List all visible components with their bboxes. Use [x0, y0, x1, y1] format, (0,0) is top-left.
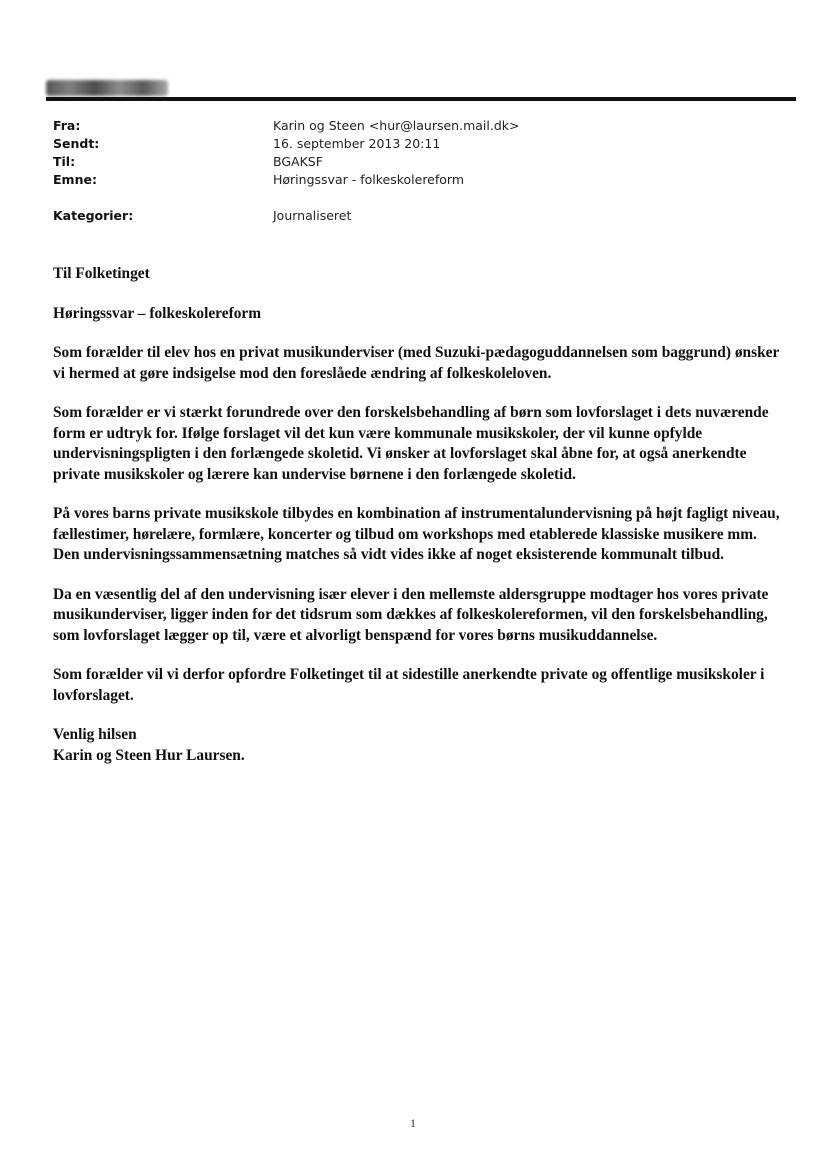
letter-paragraph: Da en væsentlig del af den undervisning især elever i den mellemste aldersgruppe modtager hos vores private musikunderviser, ligger inden for det tidsrum som dækkes af folkeskolereformen, vil den forskelsbehandling, som lovforslaget lægger op til, være et alvorligt benspænd for vores børns musikuddannelse.: [53, 585, 769, 644]
meta-row-sent: [53, 135, 753, 153]
sent-value: 16. september 2013 20:11: [273, 136, 441, 151]
subject-value: Høringssvar - folkeskolereform: [273, 172, 465, 187]
letter-paragraph: Som forælder til elev hos en privat musikunderviser (med Suzuki-pædagoguddannelsen som baggrund) ønsker vi hermed at gøre indsigelse mod den foreslåede ændring af folkeskoleloven.: [53, 344, 780, 382]
subject-label: Emne:: [53, 172, 97, 187]
from-label: Fra:: [53, 118, 81, 133]
meta-row-from: [53, 117, 753, 135]
letter-signature: Karin og Steen Hur Laursen.: [53, 746, 245, 764]
to-label: Til:: [53, 154, 76, 169]
categories-value: Journaliseret: [273, 208, 352, 223]
from-value: Karin og Steen <hur@laursen.mail.dk>: [273, 118, 520, 133]
categories-label: Kategorier:: [53, 208, 134, 223]
email-header: [53, 117, 753, 225]
letter-body: [53, 264, 783, 766]
to-value: BGAKSF: [273, 154, 323, 169]
letter-paragraph: På vores barns private musikskole tilbydes en kombination af instrumentalundervisning på højt fagligt niveau, fællestimer, hørelære, formlære, koncerter og tilbud om workshops med etablerede klassiske musikere mm. Den undervisningssammensætning matches så vidt vides ikke af noget eksisterende kommunalt tilbud.: [53, 505, 780, 563]
letter-salutation: Til Folketinget: [53, 265, 150, 282]
letter-subject: Høringssvar – folkeskolereform: [53, 304, 262, 322]
meta-row-to: [53, 153, 753, 171]
letter-paragraph: Som forælder vil vi derfor opfordre Folketinget til at sidestille anerkendte private og offentlige musikskoler i lovforslaget.: [53, 666, 765, 704]
redacted-sender-name: [46, 80, 168, 96]
meta-row-categories: [53, 207, 753, 225]
letter-paragraph: Som forælder er vi stærkt forundrede over den forskelsbehandling af børn som lovforslaget i dets nuværende form er udtryk for. Ifølge forslaget vil det kun være kommunale musikskoler, der vil kunne opfylde undervisningspligten i den forlængede skoletid. Vi ønsker at lovforslaget skal åbne for, at også anerkendte private musikskoler og lærere kan undervise børnene i den forlængede skoletid.: [53, 404, 769, 483]
header-rule: [46, 97, 796, 101]
meta-row-subject: [53, 171, 753, 189]
page-number: 1: [410, 1116, 416, 1130]
letter-closing: Venlig hilsen: [53, 726, 137, 743]
sent-label: Sendt:: [53, 136, 100, 151]
